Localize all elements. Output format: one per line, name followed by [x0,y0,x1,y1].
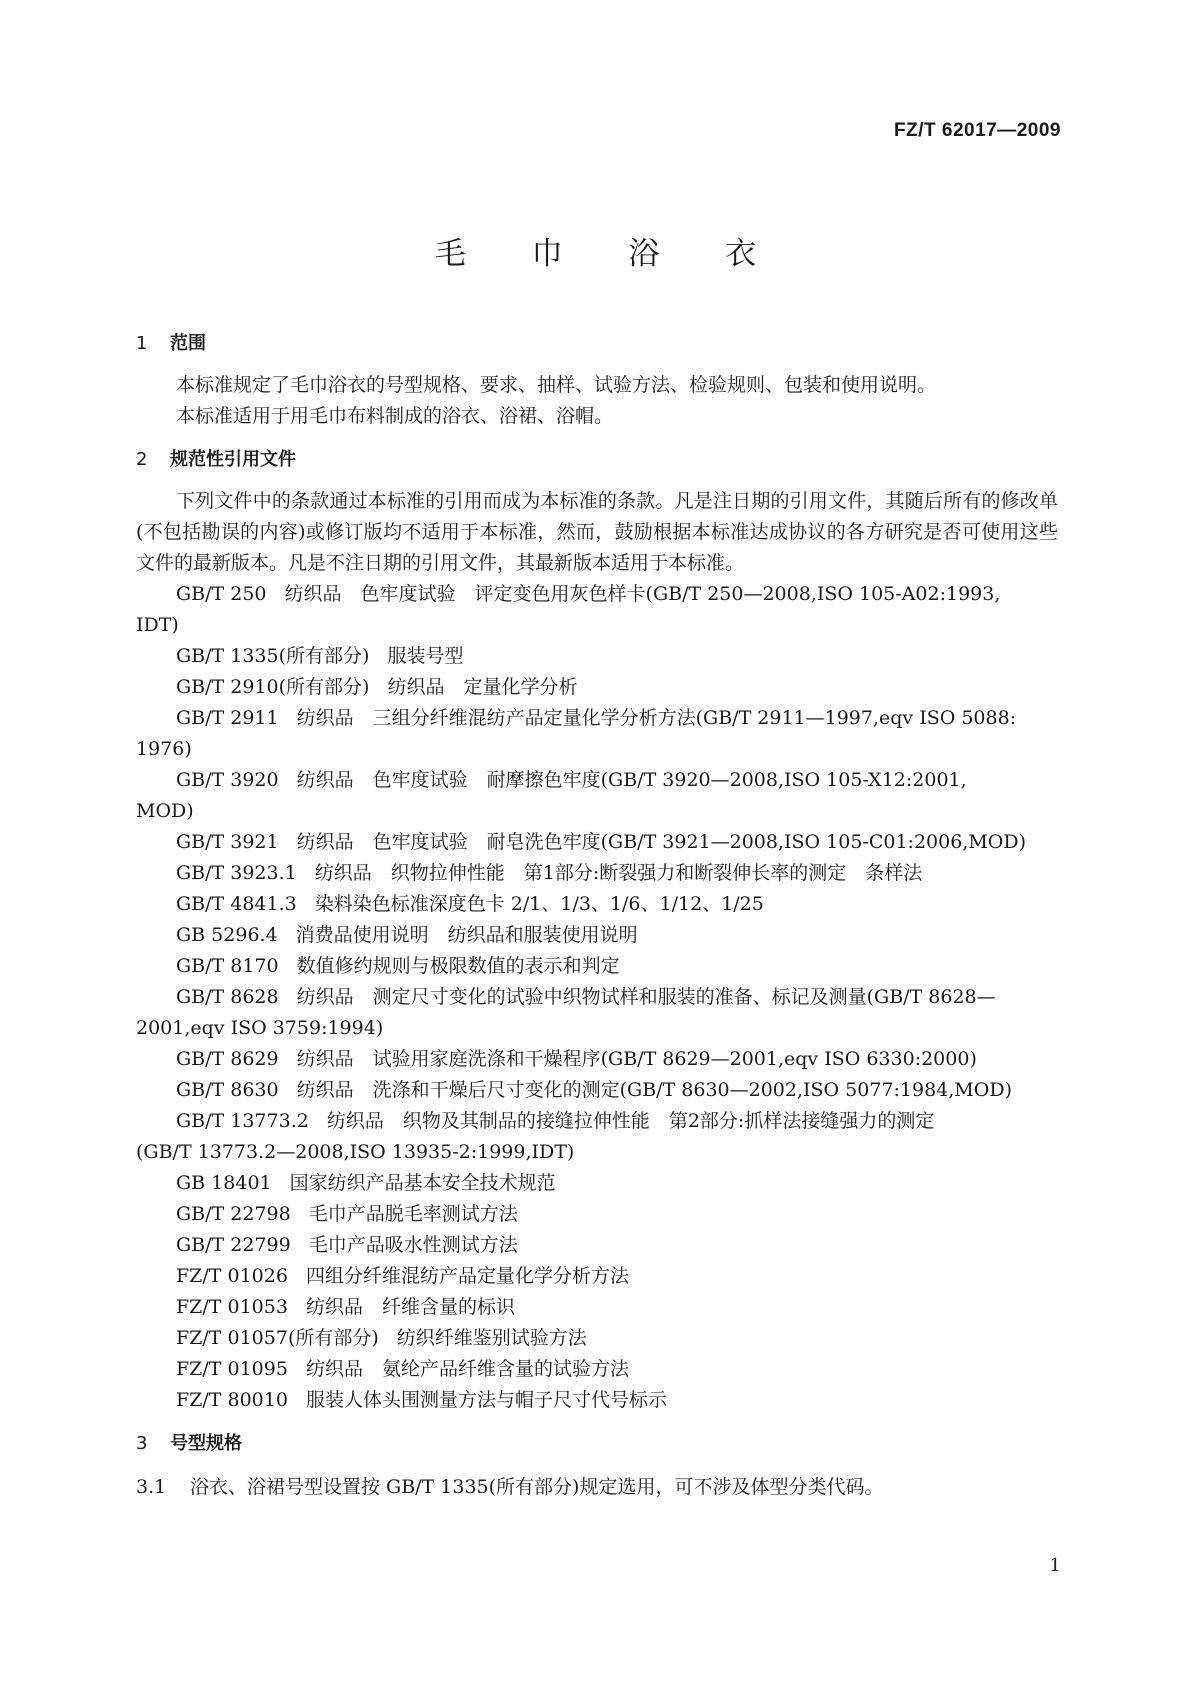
reference-item [136,1168,1058,1199]
reference-item [136,1385,1058,1416]
reference-code: FZ/T 80010 [176,1389,288,1411]
reference-code: FZ/T 01053 [176,1296,288,1318]
reference-code: GB/T 8628 [176,986,279,1008]
reference-title: 纺织品 色牢度试验 评定变色用灰色样卡(GB/T 250—2008,ISO 105-A02:1993, [284,583,1001,605]
reference-item [136,765,1058,827]
reference-title: 纺织品 色牢度试验 耐摩擦色牢度(GB/T 3920—2008,ISO 105-X12:2001, [296,769,967,791]
reference-title: 纺织品 洗涤和干燥后尺寸变化的测定(GB/T 8630—2002,ISO 5077:1984,MOD) [296,1079,1012,1101]
subclause-text: 浴衣、浴裙号型设置按 GB/T 1335(所有部分)规定选用，可不涉及体型分类代码。 [190,1476,884,1498]
reference-code: GB/T 3923.1 [176,862,297,884]
reference-list [136,579,1058,1416]
reference-item [136,951,1058,982]
reference-title: 纺织品 定量化学分析 [387,676,578,698]
reference-title: 纺织品 织物拉伸性能 第1部分:断裂强力和断裂伸长率的测定 条样法 [314,862,923,884]
section-title: 号型规格 [170,1433,242,1454]
reference-item [136,1323,1058,1354]
reference-item [136,1292,1058,1323]
reference-title: 国家纺织产品基本安全技术规范 [289,1172,556,1194]
reference-item [136,889,1058,920]
reference-code: GB/T 1335(所有部分) [176,645,370,667]
reference-code: GB/T 2911 [176,707,279,729]
section-1-heading [136,326,1058,362]
reference-title: 服装号型 [387,645,464,667]
page-number: 1 [1049,1555,1061,1576]
reference-continuation: (GB/T 13773.2—2008,ISO 13935-2:1999,IDT) [136,1141,575,1163]
reference-item [136,827,1058,858]
scope-paragraph-2: 本标准适用于用毛巾布料制成的浴衣、浴裙、浴帽。 [176,405,614,427]
reference-item [136,1106,1058,1168]
reference-title: 消费品使用说明 纺织品和服装使用说明 [295,924,638,946]
reference-code: GB/T 22798 [176,1203,291,1225]
subclause-3-1 [136,1472,1058,1503]
reference-code: FZ/T 01057(所有部分) [176,1327,379,1349]
reference-title: 纺织品 色牢度试验 耐皂洗色牢度(GB/T 3921—2008,ISO 105-C01:2006,MOD) [296,831,1027,853]
reference-item [136,672,1058,703]
section-3-heading [136,1426,1058,1462]
subclause-number: 3.1 [136,1476,167,1498]
reference-item [136,920,1058,951]
document-body [136,326,1058,1503]
reference-code: GB/T 3921 [176,831,279,853]
reference-continuation: IDT) [136,614,179,636]
section-title: 规范性引用文件 [170,449,296,470]
reference-code: GB/T 8170 [176,955,279,977]
reference-item [136,1199,1058,1230]
reference-code: GB/T 13773.2 [176,1110,309,1132]
section-2-body [136,486,1058,1416]
reference-code: FZ/T 01095 [176,1358,288,1380]
reference-code: GB/T 3920 [176,769,279,791]
reference-code: GB/T 250 [176,583,267,605]
reference-item [136,579,1058,641]
reference-title: 纺织品 纤维含量的标识 [305,1296,515,1318]
reference-title: 四组分纤维混纺产品定量化学分析方法 [305,1265,629,1287]
section-number: 3 [136,1433,148,1454]
reference-item [136,1230,1058,1261]
reference-title: 纺织品 测定尺寸变化的试验中织物试样和服装的准备、标记及测量(GB/T 8628— [296,986,996,1008]
reference-title: 数值修约规则与极限数值的表示和判定 [296,955,620,977]
reference-continuation: 1976) [136,738,192,760]
reference-item [136,703,1058,765]
section-1-body [136,370,1058,432]
reference-title: 纺织品 织物及其制品的接缝拉伸性能 第2部分:抓样法接缝强力的测定 [326,1110,935,1132]
reference-continuation: 2001,eqv ISO 3759:1994) [136,1017,384,1039]
reference-item [136,1261,1058,1292]
reference-code: GB/T 8629 [176,1048,279,1070]
reference-title: 纺织品 试验用家庭洗涤和干燥程序(GB/T 8629—2001,eqv ISO 6330:2000) [296,1048,977,1070]
section-title: 范围 [170,333,206,354]
reference-title: 纺织品 氨纶产品纤维含量的试验方法 [305,1358,629,1380]
reference-code: GB/T 4841.3 [176,893,297,915]
reference-item [136,982,1058,1044]
reference-title: 服装人体头围测量方法与帽子尺寸代号标示 [305,1389,667,1411]
references-intro: 下列文件中的条款通过本标准的引用而成为本标准的条款。凡是注日期的引用文件，其随后所有的修改单(不包括勘误的内容)或修订版均不适用于本标准，然而，鼓励根据本标准达成协议的各方研究是否可使用这些文件的最新版本。凡是不注日期的引用文件，其最新版本适用于本标准。 [136,490,1058,574]
reference-item [136,1354,1058,1385]
reference-code: GB/T 8630 [176,1079,279,1101]
section-2-heading [136,442,1058,478]
reference-title: 毛巾产品脱毛率测试方法 [308,1203,518,1225]
reference-code: GB/T 2910(所有部分) [176,676,370,698]
section-number: 1 [136,333,148,354]
reference-title: 纺织品 三组分纤维混纺产品定量化学分析方法(GB/T 2911—1997,eqv ISO 5088: [296,707,1017,729]
reference-code: FZ/T 01026 [176,1265,288,1287]
document-title: 毛 巾 浴 衣 [434,236,785,272]
reference-item [136,1044,1058,1075]
standard-code: FZ/T 62017—2009 [894,120,1061,141]
reference-item [136,641,1058,672]
reference-item [136,1075,1058,1106]
reference-title: 染料染色标准深度色卡 2/1、1/3、1/6、1/12、1/25 [314,893,764,915]
reference-title: 纺织纤维鉴别试验方法 [396,1327,587,1349]
reference-code: GB 5296.4 [176,924,278,946]
reference-code: GB 18401 [176,1172,272,1194]
reference-code: GB/T 22799 [176,1234,291,1256]
reference-continuation: MOD) [136,800,194,822]
section-number: 2 [136,449,148,470]
scope-paragraph-1: 本标准规定了毛巾浴衣的号型规格、要求、抽样、试验方法、检验规则、包装和使用说明。 [176,374,937,396]
reference-title: 毛巾产品吸水性测试方法 [308,1234,518,1256]
reference-item [136,858,1058,889]
